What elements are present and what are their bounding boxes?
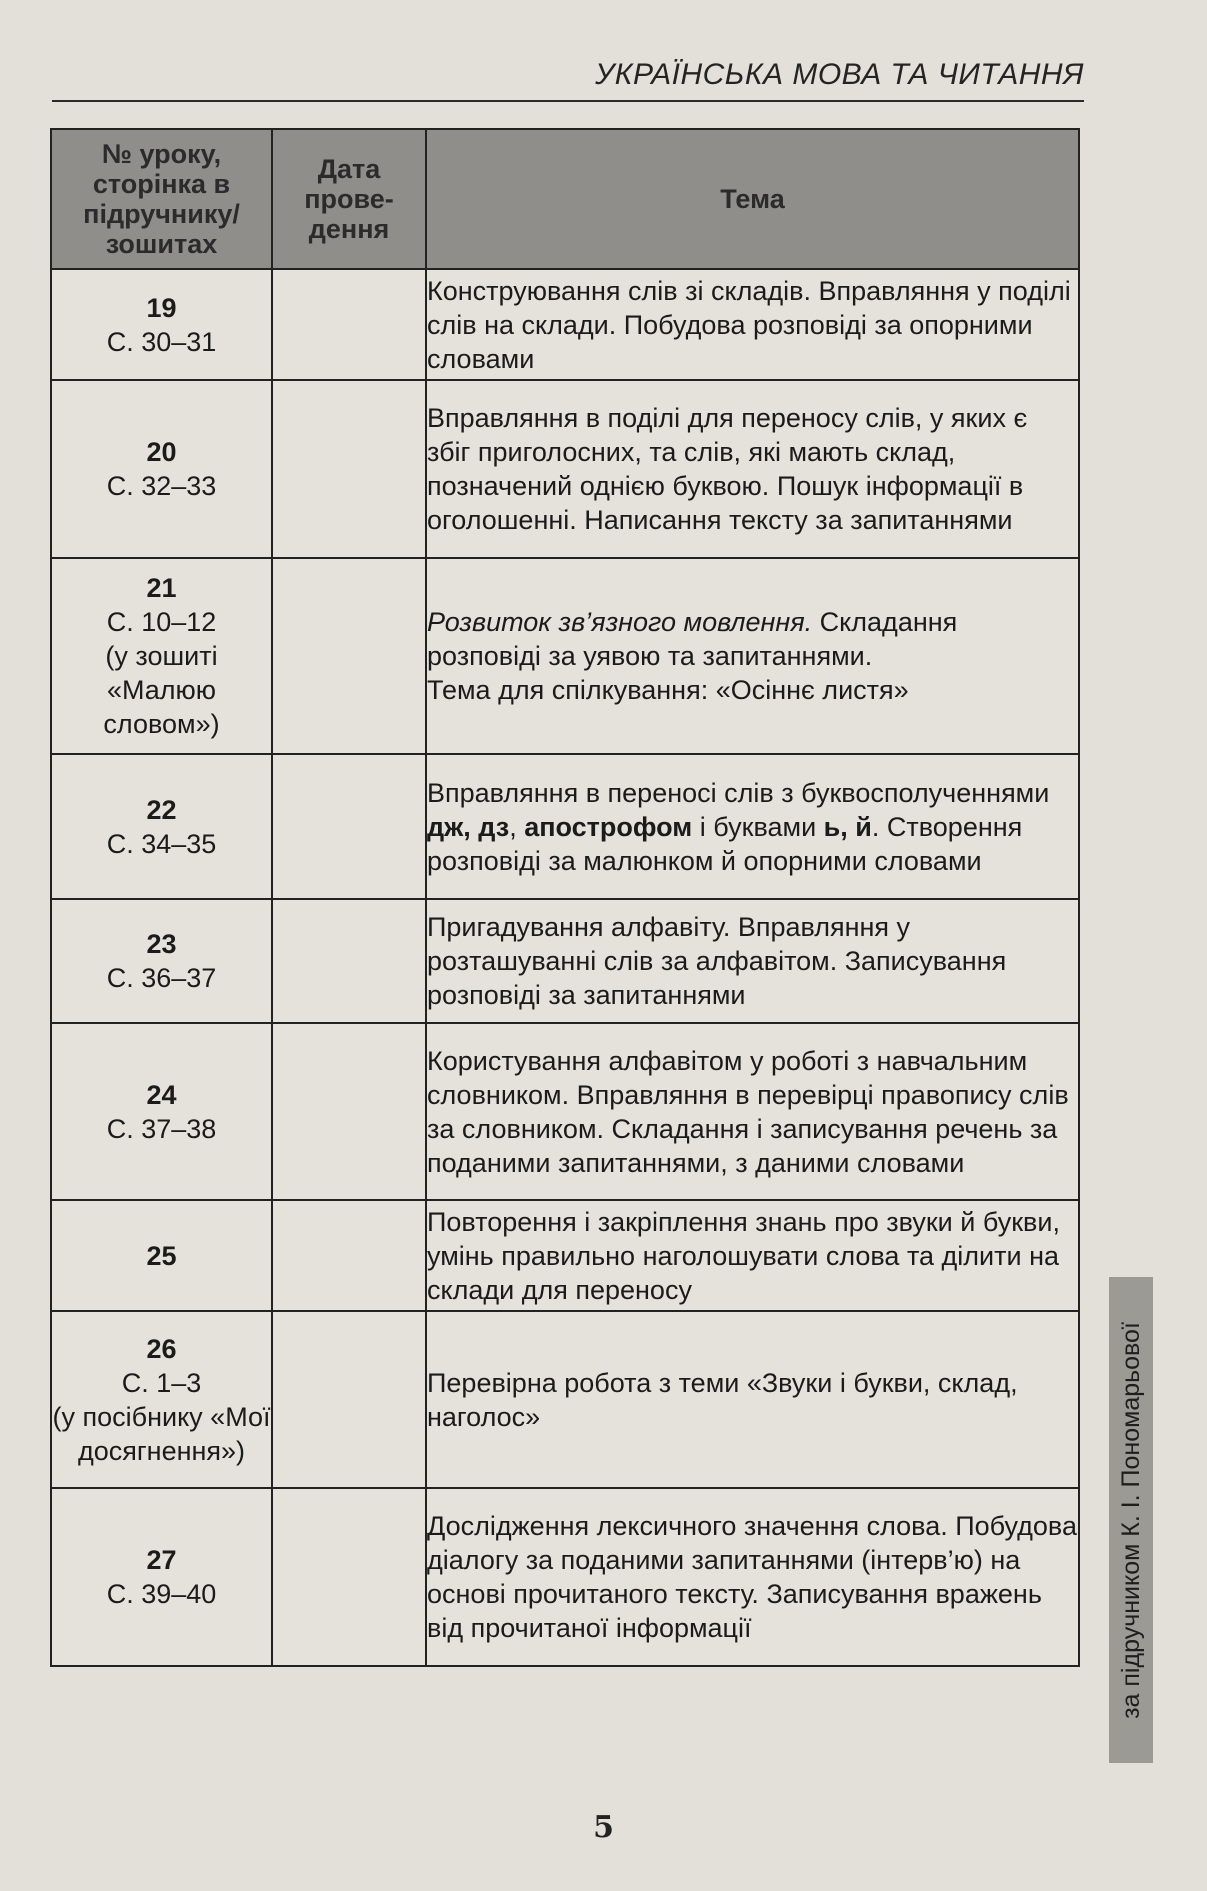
topic-text: Вправляння в переносі слів з буквосполученнями [427,777,1050,808]
lesson-note: (у посібнику «Мої досягнення») [52,1401,271,1466]
topic-bold: апострофом [524,811,693,842]
topic-cell: Конструювання слів зі складів. Вправляння у поділі слів на склади. Побудова розповіді за опорними словами [426,269,1079,380]
lesson-pages: С. 1–3 [121,1367,202,1398]
date-cell [272,1311,426,1488]
topic-text: . Створення розповіді за малюнком й опорними словами [427,811,1023,876]
table-header-row [51,129,1079,269]
date-cell [272,1488,426,1666]
table-row [51,1023,1079,1200]
lesson-number: 21 [146,573,177,603]
topic-cell: Повторення і закріплення знань про звуки й букви, умінь правильно наголошувати слова та ділити на склади для переносу [426,1200,1079,1311]
lesson-number: 27 [146,1545,177,1575]
date-cell [272,1023,426,1200]
date-cell [272,1200,426,1311]
table-row [51,1488,1079,1666]
topic-cell: Дослідження лексичного значення слова. Побудова діалогу за поданими запитаннями (інтерв’ю) на основі прочитаного тексту. Записування вражень від прочитаної інформації [426,1488,1079,1666]
topic-italic-lead: Розвиток зв’язного мовлення. [427,607,813,637]
running-head-title: УКРАЇНСЬКА МОВА ТА ЧИТАННЯ [595,58,1084,91]
lesson-pages: С. 37–38 [106,1113,217,1144]
lesson-cell [51,899,272,1023]
topic-text: , [509,811,525,842]
topic-cell [426,754,1079,899]
topic-bold: дж, дз [427,811,510,842]
column-header-date: Дата прове-дення [272,129,426,269]
lesson-cell [51,1200,272,1311]
side-tab [1109,1277,1153,1763]
lesson-number: 26 [146,1333,177,1364]
date-cell [272,754,426,899]
topic-text: Складання розповіді за уявою та запитаннями. [427,607,958,671]
lesson-number: 25 [146,1240,177,1271]
column-header-lesson: № уроку, сторінка в підручнику/ зошитах [51,129,272,269]
lesson-pages: С. 39–40 [106,1579,217,1609]
lesson-number: 19 [146,292,177,323]
date-cell [272,899,426,1023]
date-cell [272,558,426,754]
topic-cell: Користування алфавітом у роботі з навчальним словником. Вправляння в перевірці правопису слів за словником. Складання і записування речень за поданими запитаннями, з даними словами [426,1023,1079,1200]
table-row [51,1311,1079,1488]
header-rule [52,100,1084,102]
lesson-cell [51,269,272,380]
date-cell [272,269,426,380]
page-number: 5 [593,1810,614,1845]
table-row [51,899,1079,1023]
column-header-topic: Тема [426,129,1079,269]
table-row [51,754,1079,899]
lesson-cell [51,1488,272,1666]
table-row [51,558,1079,754]
lesson-plan-table [50,128,1080,1667]
topic-bold: ь, й [823,811,872,842]
lesson-cell [51,380,272,558]
lesson-cell [51,558,272,754]
table-row [51,1200,1079,1311]
lesson-number: 24 [146,1079,177,1110]
lesson-pages: С. 34–35 [106,828,217,859]
topic-text: і буквами [692,811,824,842]
lesson-pages: С. 10–12 [106,607,217,637]
date-cell [272,380,426,558]
lesson-number: 23 [146,929,177,959]
topic-cell: Вправляння в поділі для переносу слів, у яких є збіг приголосних, та слів, які мають склад, позначений однією буквою. Пошук інформації в оголошенні. Написання тексту за запитаннями [426,380,1079,558]
table-row [51,380,1079,558]
table-row [51,269,1079,380]
topic-text-2: Тема для спілкування: «Осіннє листя» [427,675,909,705]
lesson-pages: С. 30–31 [106,326,217,357]
lesson-cell [51,1311,272,1488]
side-tab-label: за підручником К. І. Пономарьової [1116,1321,1145,1719]
topic-cell [426,558,1079,754]
topic-cell: Пригадування алфавіту. Вправляння у розташуванні слів за алфавітом. Записування розповіді за запитаннями [426,899,1079,1023]
lesson-cell [51,754,272,899]
lesson-pages: С. 36–37 [106,963,217,993]
lesson-pages: С. 32–33 [106,471,217,501]
lesson-number: 22 [146,794,177,825]
topic-cell: Перевірна робота з теми «Звуки і букви, склад, наголос» [426,1311,1079,1488]
lesson-cell [51,1023,272,1200]
lesson-note: (у зошиті «Малюю словом») [103,641,220,739]
lesson-number: 20 [146,437,177,467]
